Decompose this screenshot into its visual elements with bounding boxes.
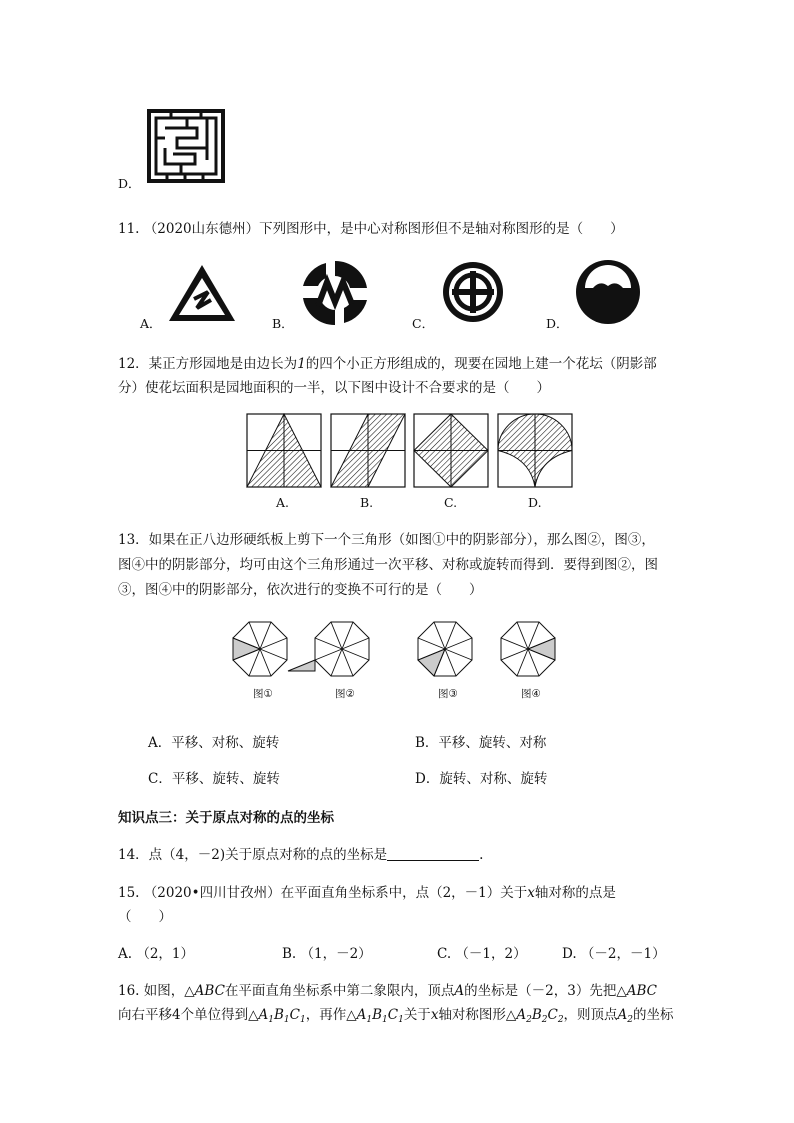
- q15-line1: 15. （2020•四川甘孜州）在平面直角坐标系中，点（2，－1）关于x轴对称的点是: [118, 885, 616, 901]
- q13-line2: 图④中的阴影部分，均可由这个三角形通过一次平移、对称或旋转而得到．要得到图②，图: [118, 557, 658, 573]
- q16-line2: 向右平移4个单位得到$\triangle A_1B_1C_1$，再作$\triangle A_1B_1C_1$关于x轴对称图形$\triangle A_2B_2C_2$，则顶点$A_2$的坐标: [118, 1007, 674, 1025]
- q11-option-c: C．: [412, 316, 435, 331]
- q15-option-a: A. （2，1）: [118, 946, 195, 962]
- q13-octagon-figures: [228, 620, 574, 686]
- q13-option-c: C．平移、旋转、旋转: [148, 771, 280, 787]
- q13-caption-3: 图③: [438, 688, 458, 700]
- q13-caption-1: 图①: [253, 688, 273, 700]
- q11-b-emblem-icon: [300, 258, 370, 328]
- q15-option-c: C. （－1，2）: [437, 946, 527, 962]
- q12-option-d: D.: [528, 495, 542, 510]
- q12-figures: [246, 413, 578, 489]
- q12-option-c: C.: [444, 495, 458, 510]
- q12-figure-a: [247, 414, 321, 487]
- q11-option-a: A．: [140, 316, 162, 331]
- q15-option-d: D. （－2，－1）: [562, 946, 666, 962]
- q13-figure-3: [418, 622, 472, 676]
- q15-line2: （ ）: [118, 909, 172, 925]
- q12-line2: 分）使花坛面积是园地面积的一半，以下图中设计不合要求的是（ ）: [118, 380, 550, 396]
- q15-option-b: B. （1，－2）: [282, 946, 372, 962]
- q11-option-d: D．: [546, 316, 569, 331]
- q13-caption-2: 图②: [335, 688, 355, 700]
- q11-d-heart-emblem-icon: [573, 258, 643, 326]
- q13-figure-4: [501, 622, 555, 676]
- q11-option-b: B．: [272, 316, 294, 331]
- q13-option-d: D．旋转、对称、旋转: [415, 771, 548, 787]
- q16-line1: 16. 如图，△ABC在平面直角坐标系中第二象限内，顶点A的坐标是（－2，3）先把△ABC: [118, 983, 657, 999]
- section-3-title: 知识点三：关于原点对称的点的坐标: [118, 810, 334, 826]
- q12-figure-c: [414, 414, 488, 487]
- q12-figure-b: [331, 414, 405, 487]
- q13-line3: ③，图④中的阴影部分，依次进行的变换不可行的是（ ）: [118, 582, 483, 598]
- q13-line1: 13．如果在正八边形硬纸板上剪下一个三角形（如图①中的阴影部分），那么图②，图③，: [118, 532, 655, 548]
- q12-line1: 12．某正方形园地是由边长为1的四个小正方形组成的，现要在园地上建一个花坛（阴影部: [118, 356, 657, 372]
- q14-text: 14．点（4，－2)关于原点对称的点的坐标是 .: [118, 847, 484, 863]
- q11-c-circle-emblem-icon: [440, 259, 506, 325]
- q13-option-a: A．平移、对称、旋转: [148, 735, 280, 751]
- q12-option-b: B.: [360, 495, 374, 510]
- q13-caption-4: 图④: [521, 688, 541, 700]
- q13-option-b: B．平移、旋转、对称: [415, 735, 547, 751]
- q12-option-a: A.: [276, 495, 290, 510]
- q11-text: 11. （2020山东德州）下列图形中，是中心对称图形但不是轴对称图形的是（ ）: [118, 221, 624, 237]
- q12-figure-d: [498, 414, 572, 487]
- q11-a-warning-sign-icon: [166, 262, 238, 324]
- q10-option-d-label: D．: [118, 176, 141, 191]
- q10-option-d-figure: [145, 108, 227, 184]
- q13-figure-2: [288, 622, 369, 676]
- q14-answer-blank: [387, 847, 479, 861]
- q13-figure-1: [233, 622, 287, 676]
